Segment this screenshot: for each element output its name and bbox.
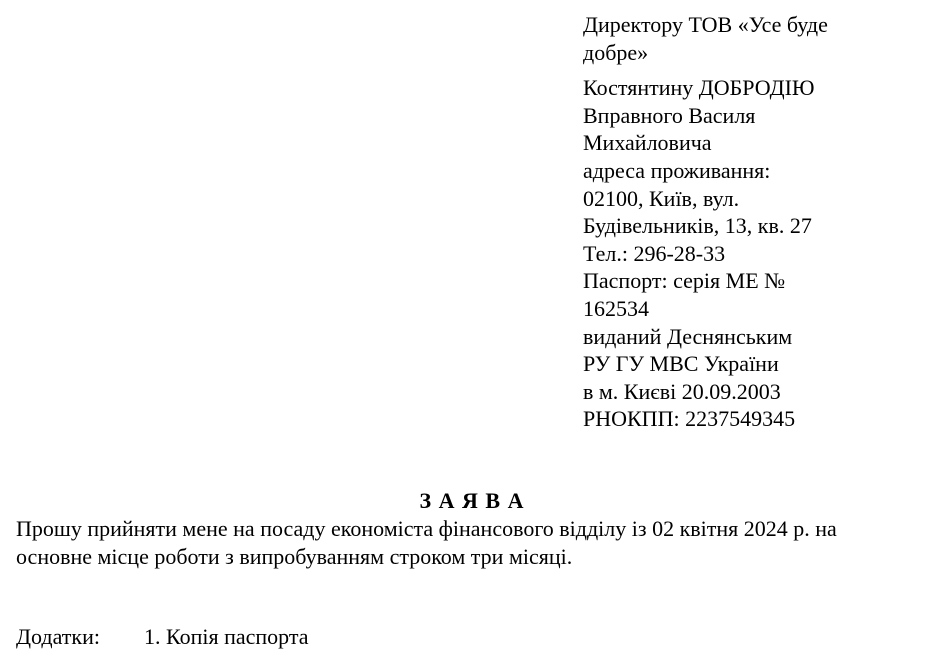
addressee-director-line: Директору ТОВ «Усе буде [583,12,828,37]
applicant-name-line: Вправного Василя [583,102,756,128]
attachments-label: Додатки: [16,624,100,649]
passport-issuer-line: виданий Деснянським [583,323,793,349]
tax-id-line: РНОКПП: 2237549345 [583,406,796,432]
attachment-item: 1. Копія паспорта [144,624,309,649]
application-body [16,515,921,571]
address-line: 02100, Київ, вул. [583,185,740,211]
passport-line: Паспорт: серія МЕ № [583,268,786,294]
passport-number-line: 162534 [583,295,649,321]
passport-issuer-line: РУ ГУ МВС України [583,351,779,377]
addressee-director-line: добре» [583,39,649,65]
addressee-block [583,11,883,433]
phone-line: Тел.: 296-28-33 [583,240,726,266]
body-line: основне місце роботи з випробуванням строком три місяці. [16,544,573,569]
addressee-gap [583,66,883,74]
document-title: З А Я В А [419,488,525,513]
address-line: Будівельників, 13, кв. 27 [583,213,812,239]
address-label: адреса проживання: [583,157,771,183]
applicant-name-line: Михайловича [583,130,712,156]
addressee-recipient-line: Костянтину ДОБРОДІЮ [583,75,815,101]
attachments-section [16,623,309,651]
body-line: Прошу прийняти мене на посаду економіста фінансового відділу із 02 квітня 2024 р. на [16,516,837,541]
passport-issue-date-line: в м. Києві 20.09.2003 [583,378,781,404]
